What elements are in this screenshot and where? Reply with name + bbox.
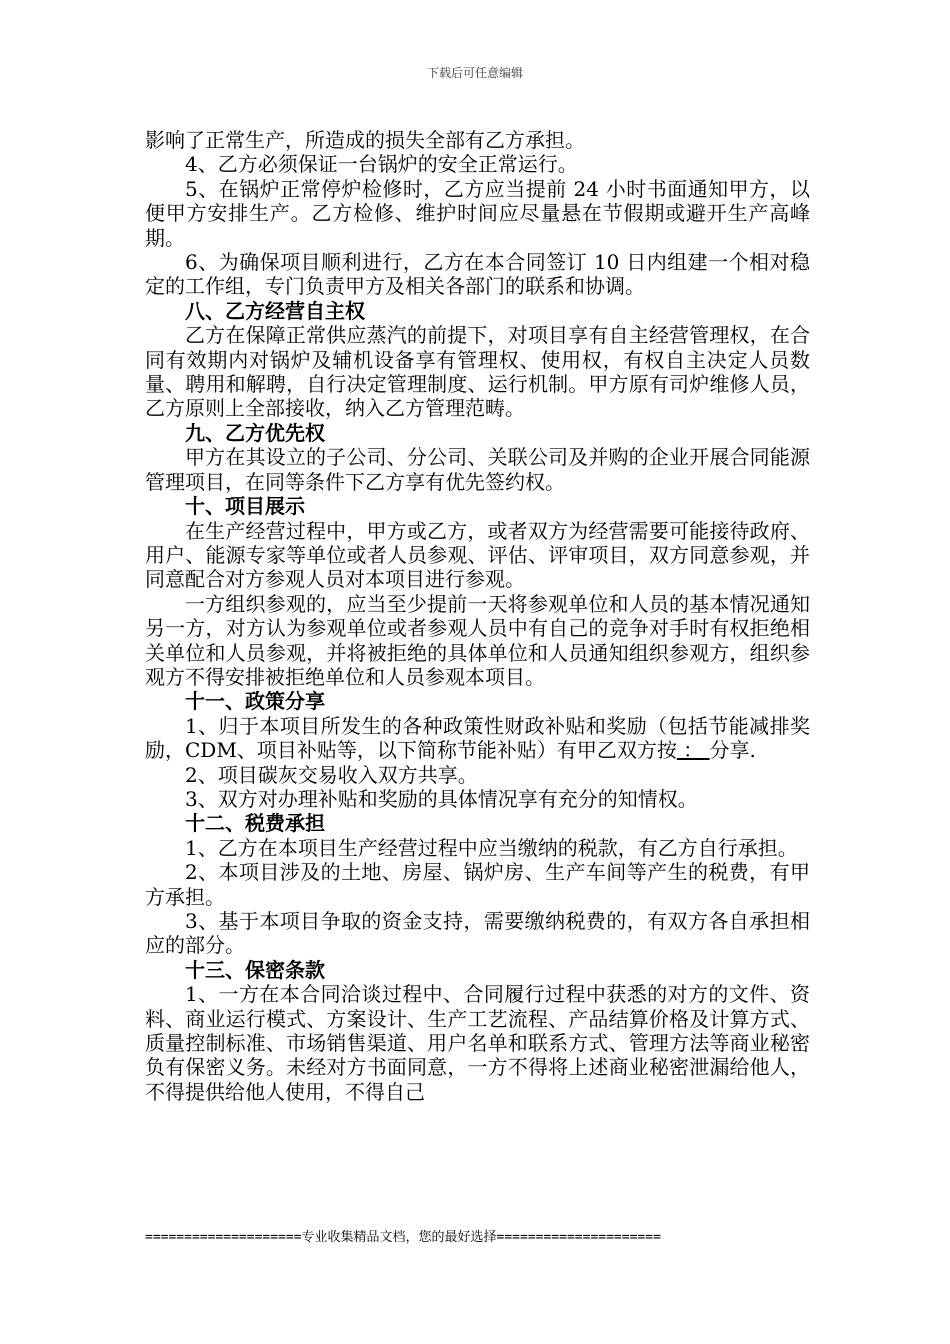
paragraph: 6、为确保项目顺利进行，乙方在本合同签订 10 日内组建一个相对稳定的工作组，专门负责甲方及相关各部门的联系和协调。 — [145, 250, 810, 299]
section-heading: 九、乙方优先权 — [185, 420, 325, 445]
paragraph: 5、在锅炉正常停炉检修时，乙方应当提前 24 小时书面通知甲方，以便甲方安排生产。乙方检修、维护时间应尽量悬在节假期或避开生产高峰期。 — [145, 176, 810, 250]
paragraph: 甲方在其设立的子公司、分公司、关联公司及并购的企业开展合同能源管理项目，在同等条件下乙方享有优先签约权。 — [145, 445, 810, 494]
section-heading: 十、项目展示 — [185, 494, 305, 519]
section-heading: 十二、税费承担 — [185, 811, 325, 836]
paragraph-text: 1、归于本项目所发生的各种政策性财政补贴和奖励（包括节能减排奖励，CDM、项目补贴等，以下简称节能补贴）有甲乙双方按 — [145, 713, 810, 763]
page-footer: ====================专业收集精品文档，您的最好选择===================== — [145, 1230, 661, 1245]
ratio-blank: ： — [676, 738, 710, 763]
section-heading: 十一、政策分享 — [185, 689, 325, 714]
paragraph: 影响了正常生产，所造成的损失全部有乙方承担。 — [145, 128, 585, 152]
page-header: 下载后可任意编辑 — [426, 66, 523, 80]
paragraph: 2、本项目涉及的土地、房屋、锅炉房、生产车间等产生的税费，有甲方承担。 — [145, 860, 810, 909]
paragraph: 1、乙方在本项目生产经营过程中应当缴纳的税款，有乙方自行承担。 — [185, 835, 798, 860]
paragraph: 2、项目碳灰交易收入双方共享。 — [185, 762, 478, 787]
section-heading: 八、乙方经营自主权 — [185, 298, 365, 323]
paragraph: 一方组织参观的，应当至少提前一天将参观单位和人员的基本情况通知另一方，对方认为参观单位或者参观人员中有自己的竞争对手时有权拒绝相关单位和人员参观，并将被拒绝的具体单位和人员通知组织参观方，组织参观方不得安排被拒绝单位和人员参观本项目。 — [145, 591, 810, 689]
paragraph: 3、基于本项目争取的资金支持，需要缴纳税费的，有双方各自承担相应的部分。 — [145, 909, 810, 958]
paragraph: 4、乙方必须保证一台锅炉的安全正常运行。 — [185, 152, 578, 177]
paragraph: 在生产经营过程中，甲方或乙方，或者双方为经营需要可能接待政府、用户、能源专家等单位或者人员参观、评估、评审项目，双方同意参观，并同意配合对方参观人员对本项目进行参观。 — [145, 518, 810, 592]
paragraph-text: 分享. — [709, 738, 756, 763]
section-heading: 十三、保密条款 — [185, 957, 325, 982]
paragraph: 1、一方在本合同洽谈过程中、合同履行过程中获悉的对方的文件、资料、商业运行模式、方案设计、生产工艺流程、产品结算价格及计算方式、质量控制标准、市场销售渠道、用户名单和联系方式、管理方法等商业秘密负有保密义务。未经对方书面同意，一方不得将上述商业秘密泄漏给他人，不得提供给他人使用，不得自己 — [145, 982, 810, 1104]
paragraph: 乙方在保障正常供应蒸汽的前提下，对项目享有自主经营管理权，在合同有效期内对锅炉及辅机设备享有管理权、使用权，有权自主决定人员数量、聘用和解聘，自行决定管理制度、运行机制。甲方原有司炉维修人员，乙方原则上全部接收，纳入乙方管理范畴。 — [145, 323, 810, 421]
paragraph — [145, 714, 810, 763]
document-body — [145, 128, 810, 1104]
paragraph: 3、双方对办理补贴和奖励的具体情况享有充分的知情权。 — [185, 786, 698, 811]
